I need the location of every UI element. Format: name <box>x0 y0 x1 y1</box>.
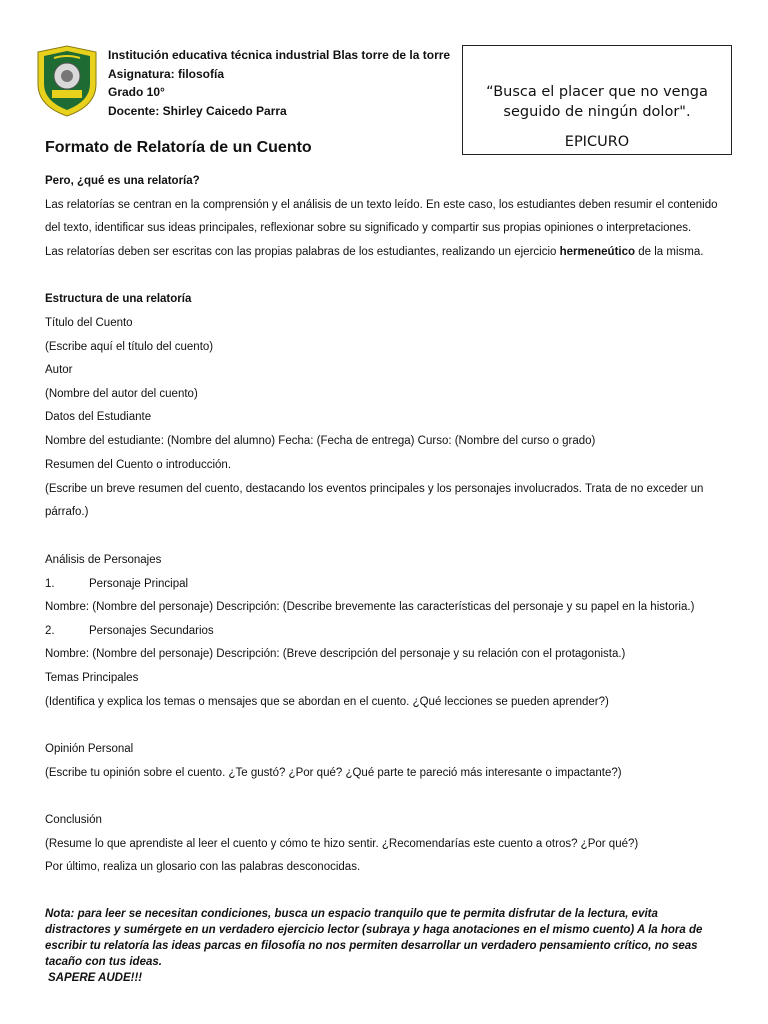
motto: SAPERE AUDE!!! <box>48 972 143 984</box>
conclusion-label: Conclusión <box>45 814 102 826</box>
opinion-label: Opinión Personal <box>45 743 134 755</box>
structure-heading: Estructura de una relatoría <box>45 293 192 305</box>
intro-line: Las relatorías se centran en la comprensión y el análisis de un texto leído. En este caso, los estudiantes deben resumir el contenido <box>45 199 718 211</box>
subject-label: Asignatura: filosofía <box>108 66 225 81</box>
structure-student-label: Datos del Estudiante <box>45 411 152 423</box>
themes-label: Temas Principales <box>45 672 139 684</box>
structure-summary-hint: (Escribe un breve resumen del cuento, destacando los eventos principales y los personajes involucrados. Trata de no exceder un <box>45 483 704 495</box>
glossary-instruction: Por último, realiza un glosario con las palabras desconocidas. <box>45 861 361 873</box>
main-character-item: 1. Personaje Principal <box>45 578 189 590</box>
opinion-hint: (Escribe tu opinión sobre el cuento. ¿Te gustó? ¿Por qué? ¿Qué parte te pareció más interesante o impactante?) <box>45 767 622 779</box>
structure-student-hint: Nombre del estudiante: (Nombre del alumno) Fecha: (Fecha de entrega) Curso: (Nombre del curso o grado) <box>45 435 596 447</box>
structure-author-label: Autor <box>45 364 73 376</box>
quote-author: EPICURO <box>564 134 630 150</box>
structure-summary-hint: párrafo.) <box>45 506 89 518</box>
structure-summary-label: Resumen del Cuento o introducción. <box>45 459 232 471</box>
characters-heading: Análisis de Personajes <box>45 554 162 566</box>
themes-hint: (Identifica y explica los temas o mensajes que se abordan en el cuento. ¿Qué lecciones se pueden aprender?) <box>45 696 609 708</box>
quote-text: “Busca el placer que no venga seguido de ningún dolor". <box>486 84 708 120</box>
hermeneutic-term: hermeneútico <box>559 246 636 258</box>
conclusion-hint: (Resume lo que aprendiste al leer el cuento y cómo te hizo sentir. ¿Recomendarías este cuento a otros? ¿Por qué?) <box>45 838 639 850</box>
intro-line: Las relatorías deben ser escritas con las propias palabras de los estudiantes, realizando un ejercicio hermeneútico de la misma. <box>45 246 704 258</box>
intro-question: Pero, ¿qué es una relatoría? <box>45 175 200 187</box>
grade-label: Grado 10° <box>108 85 165 99</box>
note-text: Nota: para leer se necesitan condiciones, busca un espacio tranquilo que te permita disfrutar de la lectura, evita distractores y sumérgete en un verdadero ejercicio lector (subraya y haga anotaciones en el mismo cuento) A la hora de escribir tu relatoría las ideas parcas en filosofía no nos permiten desarrollar un verdadero pensamiento crítico, no seas tacaño con tus ideas. <box>45 908 703 968</box>
reading-note <box>45 906 725 986</box>
institution-name: Institución educativa técnica industrial Blas torre de la torre <box>108 48 451 62</box>
school-shield-logo <box>32 44 102 118</box>
secondary-character-item: 2. Personajes Secundarios <box>45 625 214 637</box>
structure-title-label: Título del Cuento <box>45 317 133 329</box>
header-block <box>108 46 450 120</box>
structure-author-hint: (Nombre del autor del cuento) <box>45 388 198 400</box>
teacher-label: Docente: Shirley Caicedo Parra <box>108 103 287 118</box>
structure-title-hint: (Escribe aquí el título del cuento) <box>45 341 214 353</box>
quote-box <box>462 45 732 155</box>
intro-line: del texto, identificar sus ideas principales, reflexionar sobre su significado y compartir sus propias opiniones o interpretaciones. <box>45 222 692 234</box>
main-character-hint: Nombre: (Nombre del personaje) Descripción: (Describe brevemente las características del personaje y su papel en la historia.) <box>45 601 695 613</box>
page-title: Formato de Relatoría de un Cuento <box>45 139 312 156</box>
secondary-character-hint: Nombre: (Nombre del personaje) Descripción: (Breve descripción del personaje y su relación con el protagonista.) <box>45 648 626 660</box>
